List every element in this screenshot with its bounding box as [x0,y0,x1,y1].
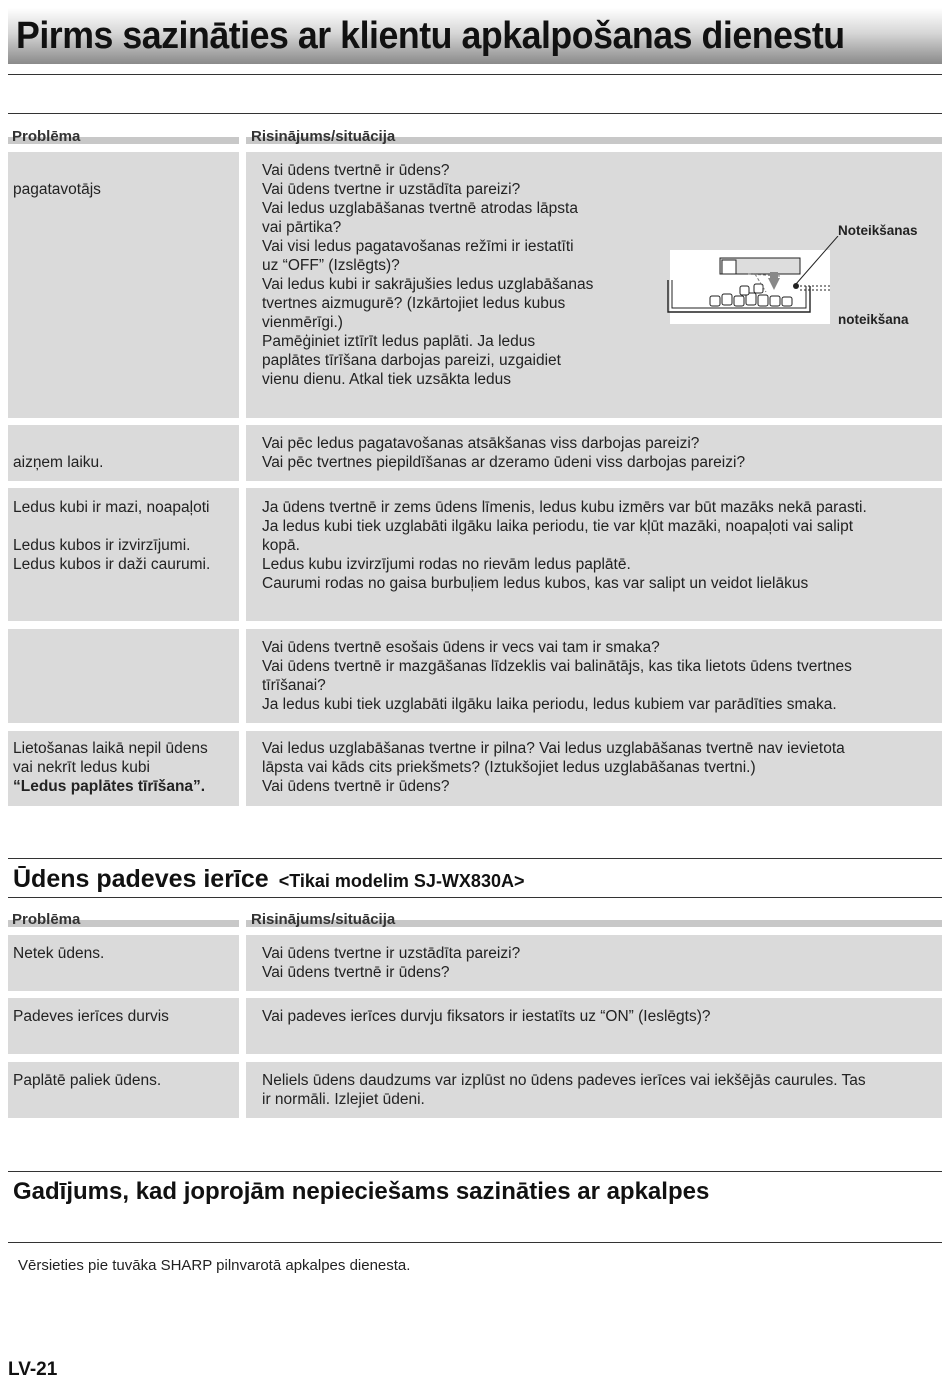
column-header-solution: Risinājums/situācija [251,911,396,928]
column-header-problem: Problēma [12,911,81,928]
problem-text: Netek ūdens. [13,945,105,962]
page-title: Pirms sazināties ar klientu apkalpošanas dienestu [16,15,845,57]
problem-text: pagatavotājs [13,181,101,198]
problem-text: Padeves ierīces durvis [13,1008,169,1025]
divider [8,897,942,898]
section-title-water-dispenser [13,864,524,896]
divider [8,1171,942,1172]
table-row [8,629,239,723]
solution-text: Vai ūdens tvertnē esošais ūdens ir vecs vai tam ir smaka? Vai ūdens tvertnē ir mazgāšanas līdzeklis vai balinātājs, kas tika lietots ūdens tvertnes tīrīšanai? Ja ledus kubi tiek uzglabāti ilgāku laika periodu, ledus kubiem var parādīties smaka. [262,639,852,713]
column-header-solution: Risinājums/situācija [251,128,396,145]
problem-text-bold: “Ledus paplātes tīrīšana”. [13,778,206,795]
section-subtitle: <Tikai modelim SJ-WX830A> [278,871,525,891]
solution-text: Ja ūdens tvertnē ir zems ūdens līmenis, ledus kubu izmērs var būt mazāks nekā parasti. Ja ledus kubi tiek uzglabāti ilgāku laika periodu, tie var kļūt mazāki, noapaļoti vai salipt kopā. Ledus kubu izvirzījumi rodas no rievām ledus paplātē. Caurumi rodas no gaisa burbuļiem ledus kubos, kas var salipt un veidot lielākus [262,499,867,592]
divider [8,1242,942,1243]
solution-text: Vai ledus uzglabāšanas tvertne ir pilna? Vai ledus uzglabāšanas tvertnē nav ievietota lāpsta vai kāds cits priekšmets? (Iztukšojiet ledus uzglabāšanas tvertni.) Vai ūdens tvertnē ir ūdens? [262,740,845,795]
solution-text: Vai padeves ierīces durvju fiksators ir iestatīts uz “ON” (Ieslēgts)? [262,1008,711,1025]
section-title-contact-service: Gadījums, kad joprojām nepieciešams sazināties ar apkalpes [13,1178,710,1205]
solution-text: Neliels ūdens daudzums var izplūst no ūdens padeves ierīces vai iekšējās caurules. Tas ir normāli. Izlejiet ūdeni. [262,1072,866,1108]
diagram-label-top: Noteikšanas [838,223,918,238]
problem-text-main: Lietošanas laikā nepil ūdens vai nekrīt ledus kubi [13,740,208,776]
solution-text: Vai ūdens tvertne ir uzstādīta pareizi? Vai ūdens tvertnē ir ūdens? [262,945,521,981]
problem-text: aizņem laiku. [13,454,104,471]
ice-detection-diagram [660,236,840,326]
column-header-problem: Problēma [12,128,81,145]
problem-text: Paplātē paliek ūdens. [13,1072,162,1089]
problem-text: Ledus kubi ir mazi, noapaļoti Ledus kubos ir izvirzījumi. Ledus kubos ir daži caurumi. [13,499,211,573]
solution-text: Vai ūdens tvertnē ir ūdens? Vai ūdens tvertne ir uzstādīta pareizi? Vai ledus uzglabāšanas tvertnē atrodas lāpsta vai pārtika? Vai visi ledus pagatavošanas režīmi ir iestatīti uz “OFF” (Izslēgts)? Vai ledus kubi ir sakrājušies ledus uzglabāšanas tvertnes aizmugurē? (Izkārtojiet ledus kubus vienmērīgi.) Pamēģiniet iztīrīt ledus paplāti. Ja ledus paplātes tīrīšana darbojas pareizi, uzgaidiet vienu dienu. Atkal tiek uzsākta ledus [262,162,594,388]
page-number: LV-21 [8,1359,58,1380]
section-title-text: Ūdens padeves ierīce [13,865,269,893]
divider [8,858,942,859]
contact-note: Vērsieties pie tuvāka SHARP pilnvarotā apkalpes dienesta. [18,1257,411,1274]
diagram-label-bottom: noteikšana [838,312,909,327]
problem-text [13,739,208,796]
solution-text: Vai pēc ledus pagatavošanas atsākšanas viss darbojas pareizi? Vai pēc tvertnes piepildīšanas ar dzeramo ūdeni viss darbojas pareizi? [262,435,746,471]
divider [8,74,942,75]
divider [8,113,942,114]
